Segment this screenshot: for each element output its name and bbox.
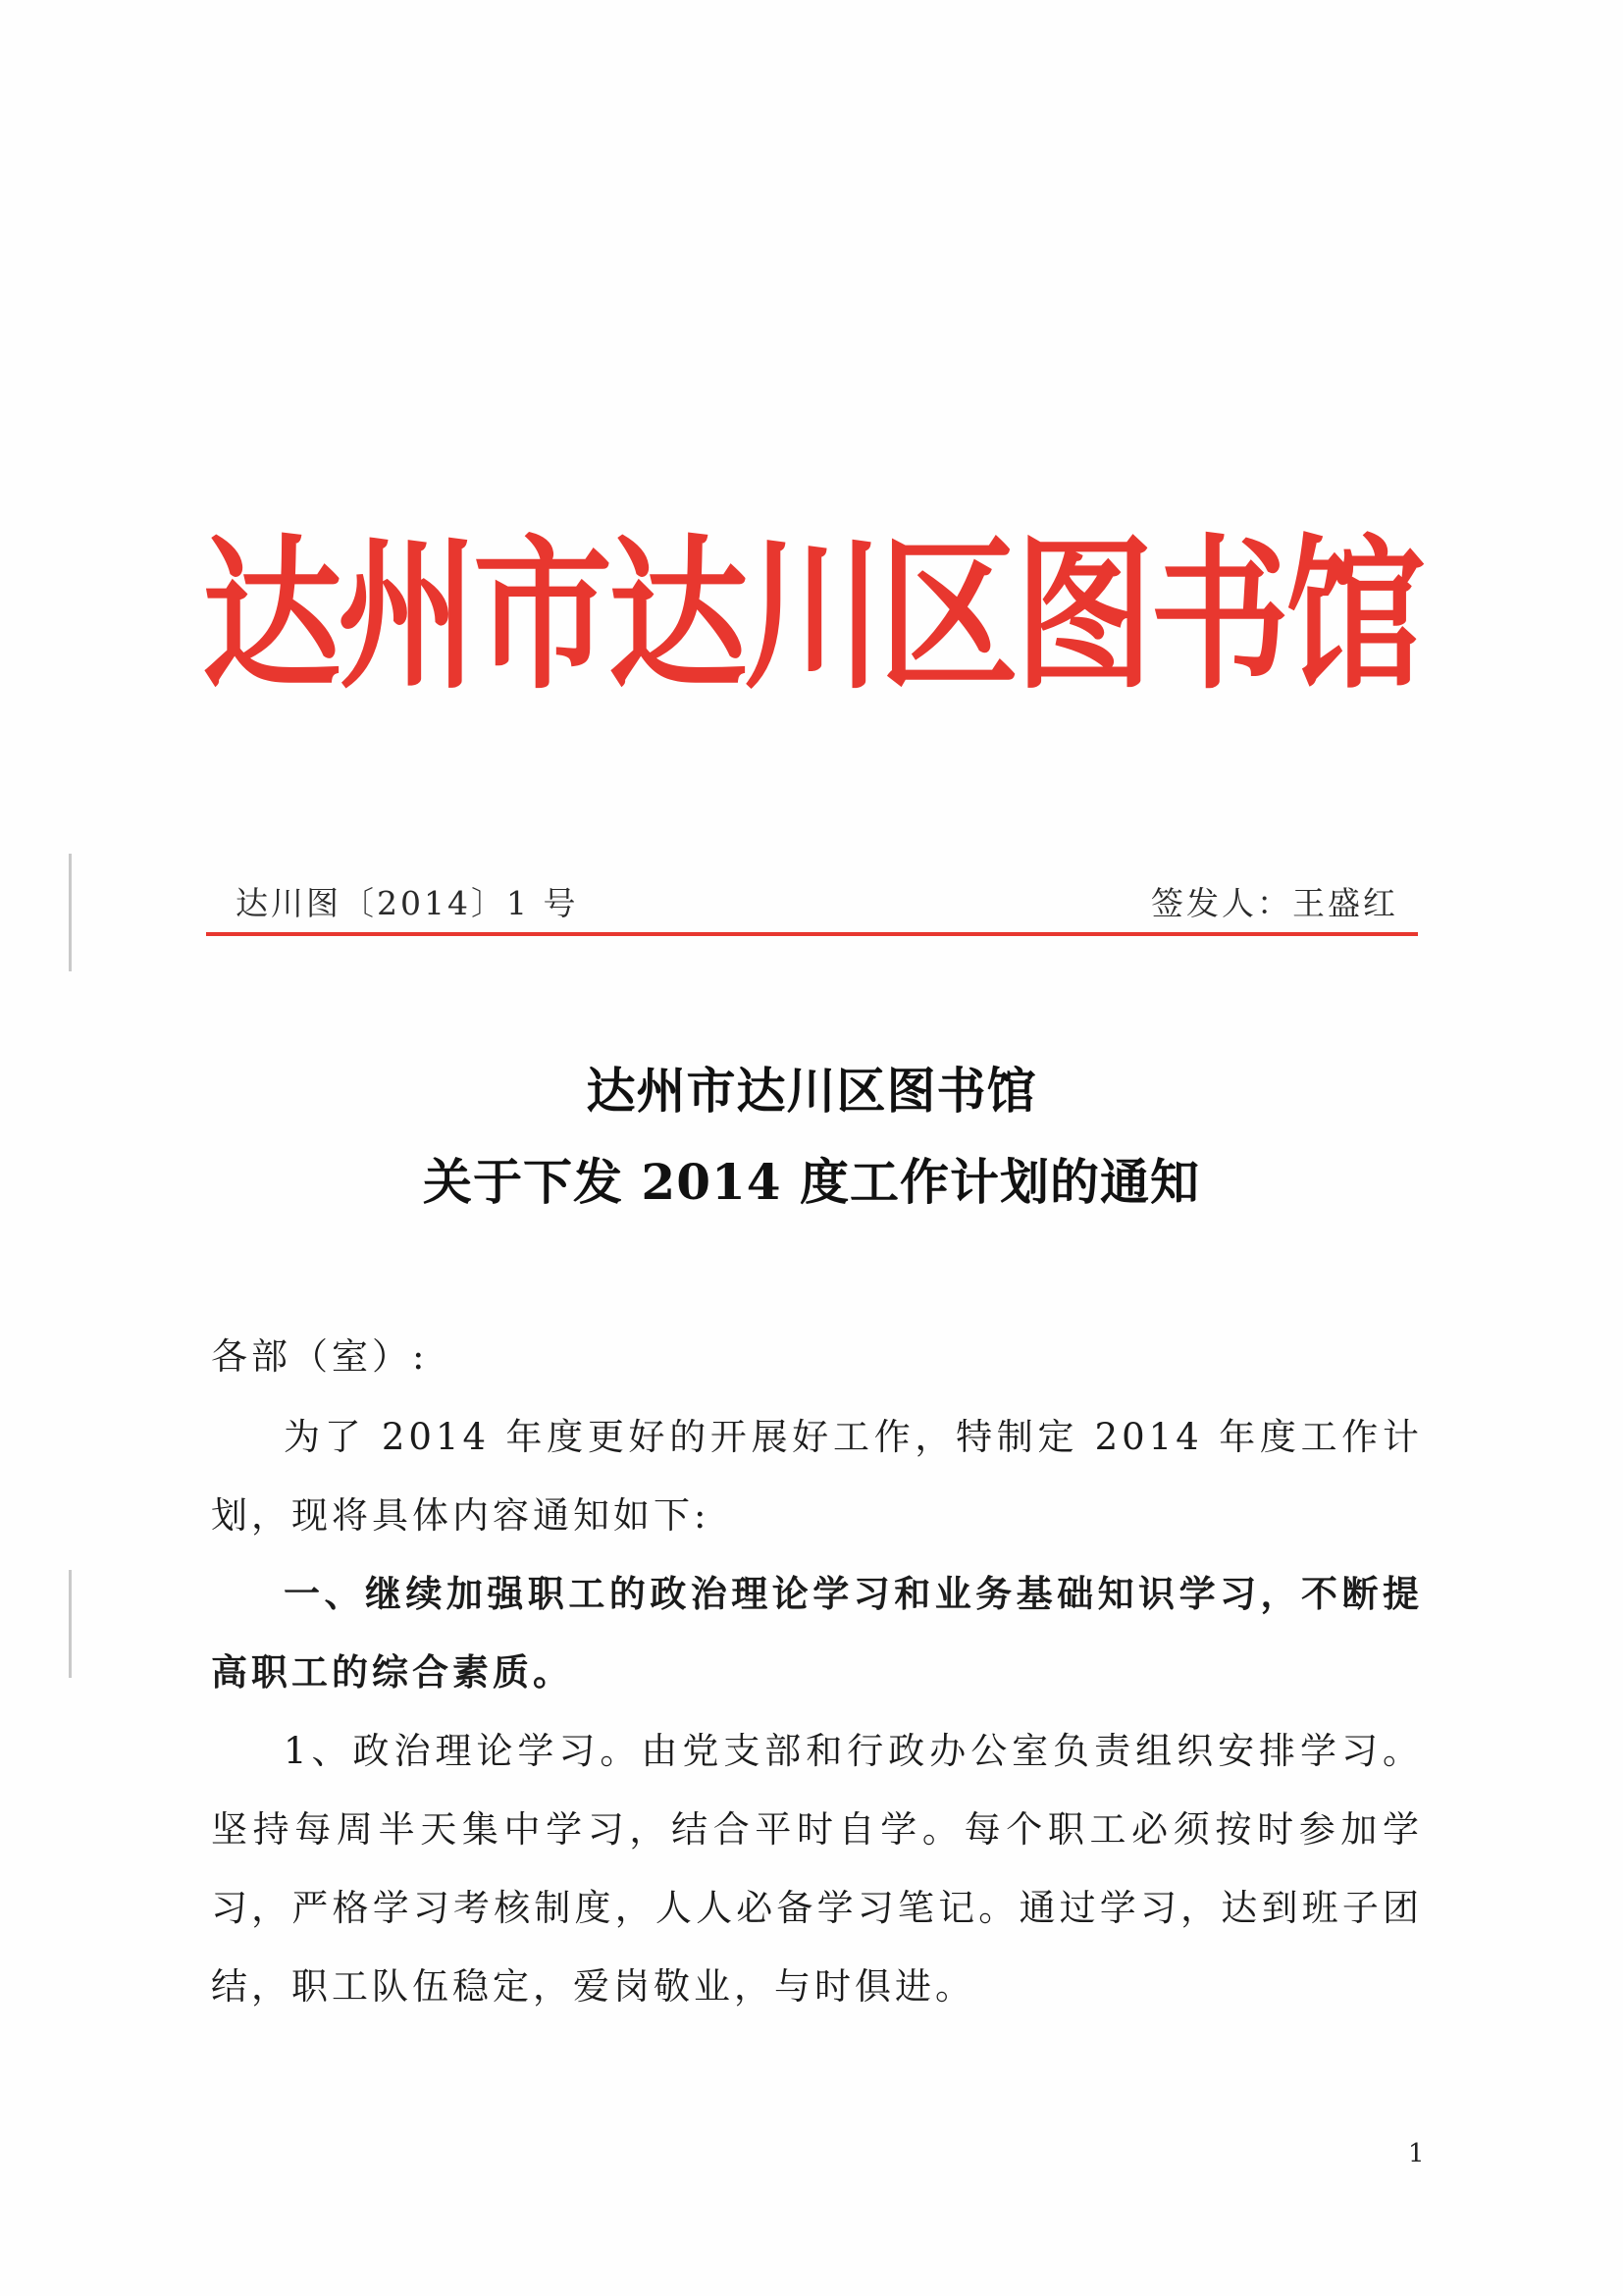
document-number: 达川图〔2014〕1 号 bbox=[236, 884, 579, 922]
binding-mark-bottom bbox=[69, 1570, 72, 1678]
page-number: 1 bbox=[1408, 2139, 1425, 2168]
red-divider-line bbox=[206, 932, 1418, 936]
body-content bbox=[211, 1398, 1423, 2026]
document-meta-line bbox=[236, 878, 1398, 927]
salutation: 各部（室）: bbox=[211, 1335, 429, 1378]
notice-title-line-1: 达州市达川区图书馆 bbox=[586, 1062, 1037, 1120]
intro-paragraph: 为了 2014 年度更好的开展好工作，特制定 2014 年度工作计划，现将具体内容通知如下: bbox=[211, 1416, 1423, 1537]
section-heading-1: 一、继续加强职工的政治理论学习和业务基础知识学习，不断提高职工的综合素质。 bbox=[211, 1573, 1423, 1694]
signer: 签发人：王盛红 bbox=[1151, 884, 1398, 922]
binding-mark-top bbox=[69, 854, 72, 971]
item-paragraph-1: 1、政治理论学习。由党支部和行政办公室负责组织安排学习。坚持每周半天集中学习，结合平时自学。每个职工必须按时参加学习，严格学习考核制度，人人必备学习笔记。通过学习，达到班子团结，职工队伍稳定，爱岗敬业，与时俱进。 bbox=[211, 1730, 1423, 2008]
notice-title-line-2: 关于下发 2014 度工作计划的通知 bbox=[423, 1153, 1200, 1211]
organization-header: 达州市达川区图书馆 bbox=[202, 520, 1421, 712]
